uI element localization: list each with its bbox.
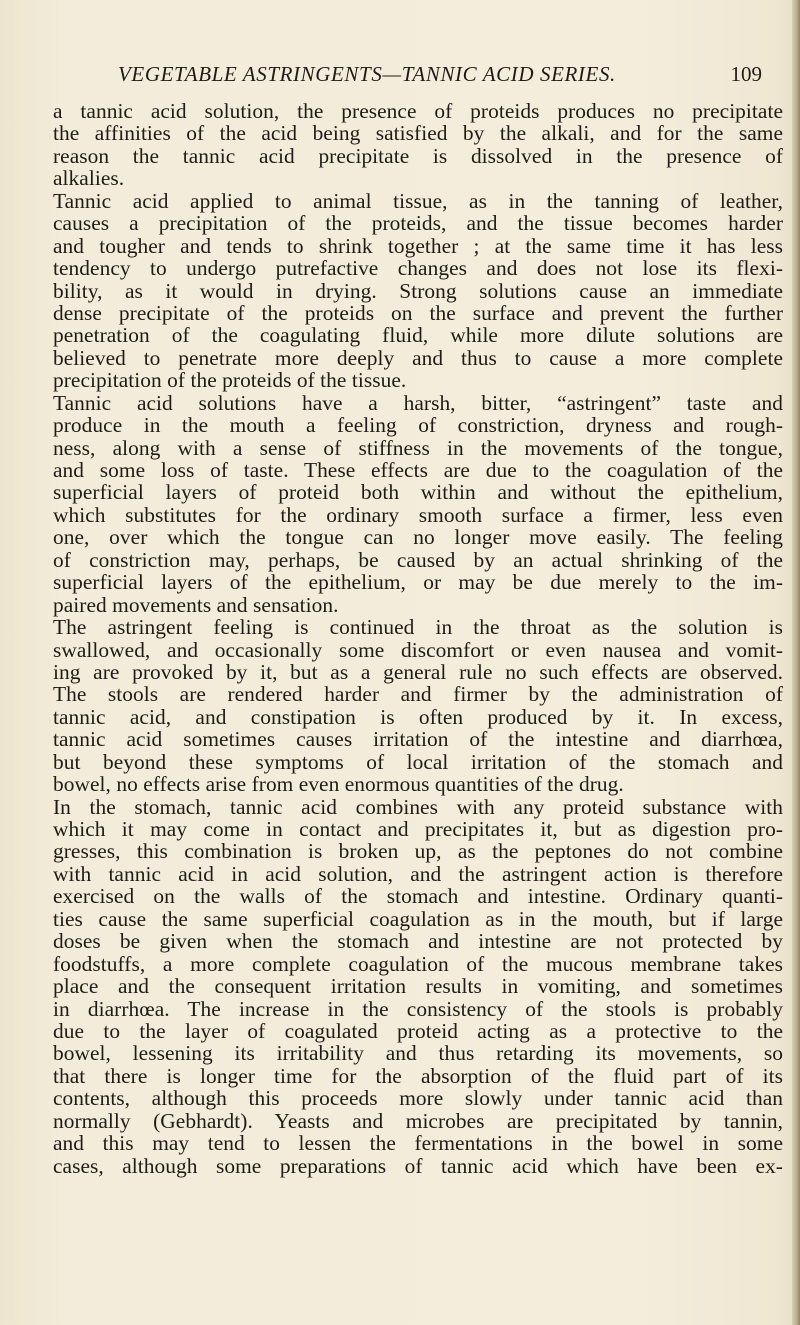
text-line: precipitation of the proteids of the tissue. — [53, 368, 407, 393]
text-line: paired movements and sensation. — [53, 592, 339, 617]
text-line: cases, although some preparations of tannic acid which have been ex- — [53, 1153, 783, 1178]
text-line: produce in the mouth a feeling of constriction, dryness and rough- — [53, 413, 783, 438]
text-line: one, over which the tongue can no longer move easily. The feeling — [53, 525, 783, 550]
text-line: In the stomach, tannic acid combines with any proteid substance with — [53, 794, 783, 819]
body-text — [53, 100, 783, 1177]
text-line: tannic acid, and constipation is often produced by it. In excess, — [53, 704, 783, 729]
text-line: dense precipitate of the proteids on the surface and prevent the further — [53, 300, 783, 325]
text-line: a tannic acid solution, the presence of proteids produces no precipitate — [53, 99, 783, 123]
text-line: that there is longer time for the absorption of the fluid part of its — [53, 1063, 783, 1088]
text-line: and some loss of taste. These effects are due to the coagulation of the — [53, 458, 783, 482]
text-line: Tannic acid solutions have a harsh, bitter, “astringent” taste and — [53, 390, 783, 415]
text-line: superficial layers of the epithelium, or may be due merely to the im- — [53, 570, 783, 595]
text-line: swallowed, and occasionally some discomfort or even nausea and vomit- — [53, 637, 783, 662]
text-line: bowel, lessening its irritability and thus retarding its movements, so — [53, 1041, 783, 1066]
text-line: causes a precipitation of the proteids, and the tissue becomes harder — [53, 211, 783, 236]
text-line: alkalies. — [53, 166, 125, 191]
text-line: The astringent feeling is continued in the throat as the solution is — [53, 615, 783, 640]
text-line: and this may tend to lessen the fermentations in the bowel in some — [53, 1131, 783, 1156]
page-number: 109 — [730, 62, 762, 86]
text-line: which substitutes for the ordinary smooth surface a firmer, less even — [53, 502, 783, 527]
text-line: believed to penetrate more deeply and thus to cause a more complete — [53, 345, 783, 370]
text-line: bowel, no effects arise from even enormous quantities of the drug. — [53, 772, 624, 797]
text-line: in diarrhœa. The increase in the consistency of the stools is probably — [53, 996, 783, 1021]
text-line: doses be given when the stomach and intestine are not protected by — [53, 929, 783, 954]
text-line: superficial layers of proteid both within and without the epithelium, — [53, 480, 783, 505]
text-line: of constriction may, perhaps, be caused by an actual shrinking of the — [53, 547, 783, 572]
text-line: and tougher and tends to shrink together ; at the same time it has less — [53, 233, 783, 258]
text-line: The stools are rendered harder and firmer by the administration of — [53, 682, 783, 707]
text-line: but beyond these symptoms of local irritation of the stomach and — [53, 749, 783, 774]
text-line: tannic acid sometimes causes irritation of the intestine and diarrhœa, — [53, 727, 783, 752]
text-line: the affinities of the acid being satisfied by the alkali, and for the same — [53, 121, 783, 146]
text-line: Tannic acid applied to animal tissue, as in the tanning of leather, — [53, 188, 783, 213]
running-title: VEGETABLE ASTRINGENTS—TANNIC ACID SERIES. — [118, 62, 616, 86]
text-line: ing are provoked by it, but as a general rule no such effects are observed. — [53, 659, 783, 684]
text-line: contents, although this proceeds more slowly under tannic acid than — [53, 1086, 783, 1111]
text-line: ness, along with a sense of stiffness in the movements of the tongue, — [53, 435, 783, 460]
text-line: bility, as it would in drying. Strong solutions cause an immediate — [53, 278, 783, 303]
text-line: normally (Gebhardt). Yeasts and microbes are precipitated by tannin, — [53, 1108, 783, 1133]
text-line: ties cause the same superficial coagulation as in the mouth, but if large — [53, 906, 783, 931]
text-line: tendency to undergo putrefactive changes and does not lose its flexi- — [53, 256, 783, 281]
text-line: with tannic acid in acid solution, and the astringent action is therefore — [53, 861, 783, 886]
text-line: due to the layer of coagulated proteid acting as a protective to the — [53, 1018, 783, 1043]
text-line: gresses, this combination is broken up, as the peptones do not combine — [53, 839, 783, 864]
text-line: reason the tannic acid precipitate is dissolved in the presence of — [53, 143, 783, 168]
running-head — [118, 62, 768, 88]
page-edge-shadow — [792, 0, 800, 1325]
text-line: penetration of the coagulating fluid, while more dilute solutions are — [53, 323, 783, 348]
text-line: exercised on the walls of the stomach and intestine. Ordinary quanti- — [53, 884, 783, 909]
text-line: foodstuffs, a more complete coagulation of the mucous membrane takes — [53, 951, 783, 976]
text-line: which it may come in contact and precipitates it, but as digestion pro- — [53, 817, 783, 841]
text-line: place and the consequent irritation results in vomiting, and sometimes — [53, 974, 783, 999]
